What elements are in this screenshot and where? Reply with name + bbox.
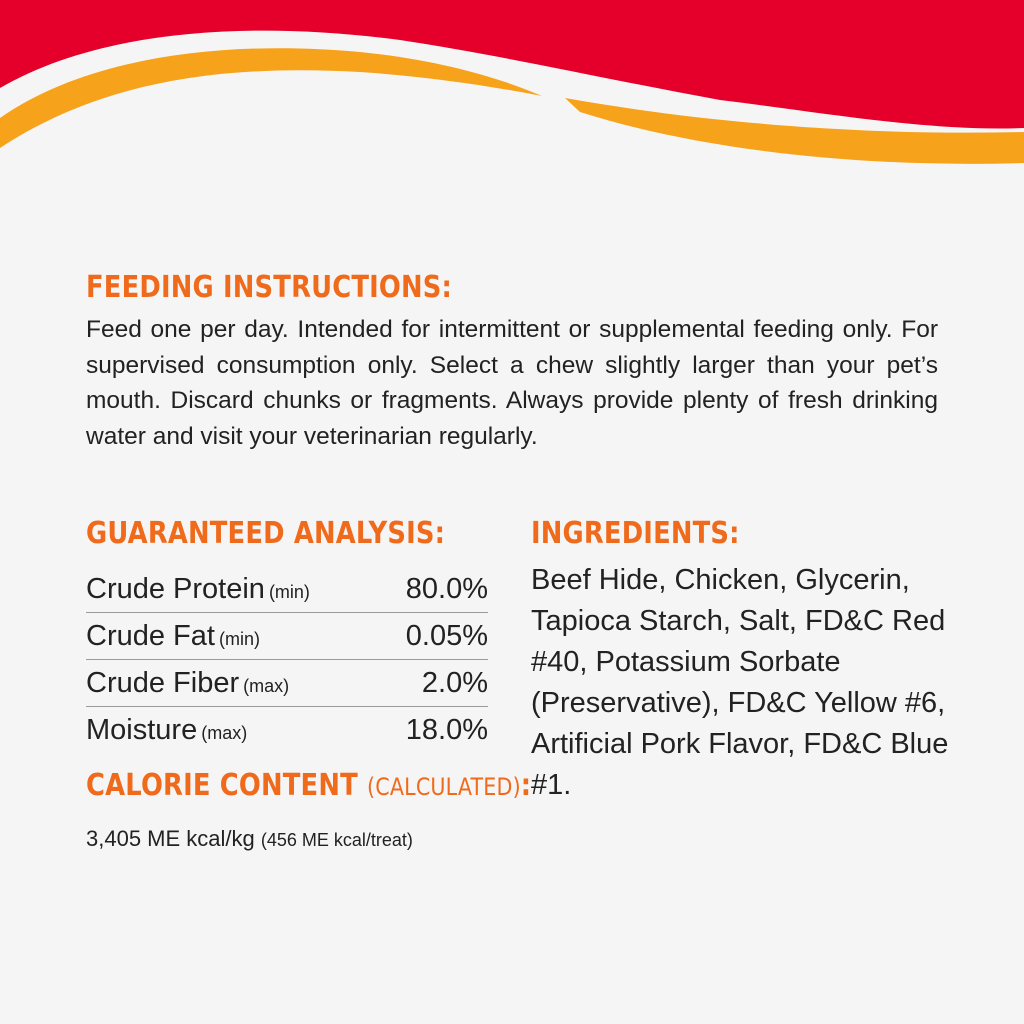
feeding-instructions-heading: FEEDING INSTRUCTIONS: bbox=[86, 270, 452, 305]
ingredients-text: Beef Hide, Chicken, Glycerin, Tapioca Starch, Salt, FD&C Red #40, Potassium Sorbate (Preservative), FD&C Yellow #6, Artificial Pork Flavor, FD&C Blue #1. bbox=[531, 564, 949, 801]
analysis-value: 2.0% bbox=[421, 666, 488, 699]
decorative-waves bbox=[0, 0, 1024, 220]
analysis-row-moisture bbox=[86, 707, 488, 753]
feeding-instructions-text: Feed one per day. Intended for intermittent or supplemental feeding only. For supervised consumption only. Select a chew slightly larger than your pet’s mouth. Discard chunks or fragments. Always provide plenty of fresh drinking water and visit your veterinarian regularly. bbox=[86, 316, 938, 450]
calorie-content-value: 3,405 ME kcal/kg (456 ME kcal/treat) bbox=[86, 826, 413, 851]
orange-wave-left bbox=[0, 48, 542, 148]
analysis-row-crude-fat bbox=[86, 613, 488, 660]
guaranteed-analysis-heading: GUARANTEED ANALYSIS: bbox=[86, 516, 446, 551]
analysis-label: Crude Fiber (max) bbox=[86, 666, 290, 699]
analysis-value: 80.0% bbox=[405, 572, 488, 605]
analysis-label: Moisture (max) bbox=[86, 713, 248, 746]
calorie-content-heading: CALORIE CONTENT (CALCULATED): bbox=[86, 768, 532, 803]
analysis-row-crude-fiber bbox=[86, 660, 488, 707]
analysis-value: 18.0% bbox=[405, 713, 488, 746]
ingredients-heading: INGREDIENTS: bbox=[531, 516, 740, 551]
guaranteed-analysis-table bbox=[86, 566, 488, 753]
analysis-value: 0.05% bbox=[405, 619, 488, 652]
analysis-label: Crude Protein (min) bbox=[86, 572, 310, 605]
analysis-row-crude-protein bbox=[86, 566, 488, 613]
analysis-label: Crude Fat (min) bbox=[86, 619, 260, 652]
